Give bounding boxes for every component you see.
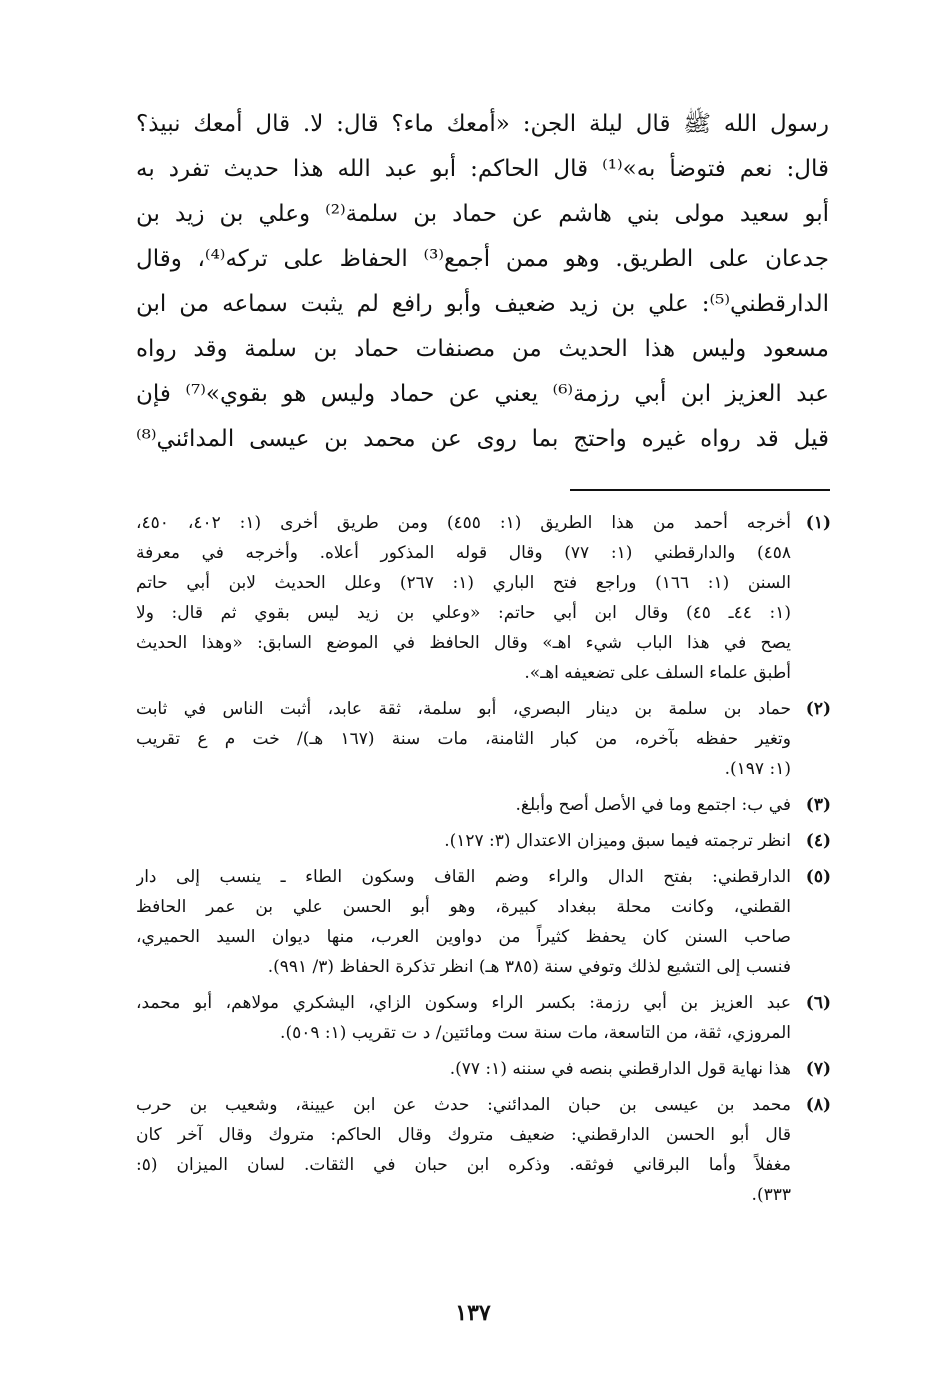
footnote-number: (٣) — [805, 795, 831, 815]
footnote-line: قال أبو الحسن الدارقطني: ضعيف متروك وقال الحاكم: متروك وقال آخر كان — [136, 1125, 791, 1145]
footnote-line: حماد بن سلمة بن دينار البصري، أبو سلمة، ثقة عابد، أثبت الناس في ثابت — [136, 699, 791, 719]
main-text-line: الدارقطني⁽⁵⁾: علي بن زيد ضعيف وأبو رافع لم يثبت سماعه من ابن — [136, 291, 829, 317]
footnote-line: فنسب إلى التشيع لذلك وتوفي سنة (٣٨٥ هـ) انظر تذكرة الحفاظ (٣/ ٩٩١). — [267, 957, 791, 977]
main-text-line: جدعان على الطريق. وهو ممن أجمع⁽³⁾ الحفاظ على تركه⁽⁴⁾، وقال — [136, 246, 829, 272]
footnote-body — [136, 508, 791, 688]
footnote-2 — [136, 694, 831, 784]
footnote-line: في ب: اجتمع وما في الأصل أصح وأبلغ. — [515, 795, 791, 815]
footnote-line: ٤٥٨) والدارقطني (١: ٧٧) وقال قوله المذكور أعلاه. وأخرجه في معرفة — [136, 543, 791, 563]
footnote-body — [136, 826, 791, 856]
footnote-number: (٨) — [805, 1095, 831, 1115]
footnote-line: أخرجه أحمد من هذا الطريق (١: ٤٥٥) ومن طريق أخرى (١: ٤٠٢، ٤٥٠، — [136, 513, 791, 533]
footnote-line: انظر ترجمته فيما سبق وميزان الاعتدال (٣: ١٢٧). — [444, 831, 791, 851]
main-text-line: عبد العزيز ابن أبي رزمة⁽⁶⁾ يعني عن حماد وليس هو بقوي»⁽⁷⁾ فإن — [136, 381, 829, 407]
footnote-number: (٤) — [805, 831, 831, 851]
footnote-8 — [136, 1090, 831, 1210]
main-text-line: مسعود وليس هذا الحديث من مصنفات حماد بن سلمة وقد رواه — [136, 336, 829, 362]
footnote-line: عبد العزيز بن أبي رزمة: بكسر الراء وسكون الزاي، اليشكري مولاهم، أبو محمد، — [136, 993, 791, 1013]
footnote-number: (٥) — [805, 867, 831, 887]
footnote-line: وتغير حفظه بآخره، من كبار الثامنة، مات سنة (١٦٧ هـ)/ خت م ع تقريب — [136, 729, 791, 749]
footnote-6 — [136, 988, 831, 1048]
footnote-number: (٧) — [805, 1059, 831, 1079]
footnote-line: هذا نهاية قول الدارقطني بنصه في سننه (١: ٧٧). — [449, 1059, 791, 1079]
footnote-7 — [136, 1054, 831, 1084]
footnote-line: ٣٣٣). — [751, 1185, 791, 1205]
footnote-line: يصح في هذا الباب شيء اهـ» وقال الحافظ في الموضع السابق: «وهذا الحديث — [136, 633, 791, 653]
footnote-number: (٦) — [805, 993, 831, 1013]
footnote-line: (١: ١٩٧). — [724, 759, 791, 779]
footnote-line: محمد بن عيسى بن حبان المدائني: حدث عن ابن عيينة، وشعيب بن حرب — [136, 1095, 791, 1115]
footnote-body — [136, 862, 791, 982]
footnote-line: صاحب السنن كان يحفظ كثيراً من دواوين العرب، منها ديوان السيد الحميري، — [136, 927, 791, 947]
main-text-line: رسول الله ﷺ قال ليلة الجن: «أمعك ماء؟ قال: لا. قال أمعك نبيذ؟ — [136, 111, 829, 137]
footnote-line: الدارقطني: بفتح الدال والراء وضم القاف وسكون الطاء ـ ينسب إلى دار — [136, 867, 791, 887]
footnote-4 — [136, 826, 831, 856]
footnote-body — [136, 790, 791, 820]
footnote-line: (١: ٤٤ـ ٤٥) وقال ابن أبي حاتم: «وعلي بن زيد ليس بقوي ثم قال: ولا — [136, 603, 791, 623]
footnote-number: (١) — [805, 513, 831, 533]
footnote-5 — [136, 862, 831, 982]
footnote-body — [136, 1054, 791, 1084]
footnote-line: المروزي، ثقة، من التاسعة، مات سنة ست ومائتين/ د ت تقريب (١: ٥٠٩). — [280, 1023, 791, 1043]
main-text — [136, 102, 829, 462]
main-text-line: قال: نعم فتوضأ به»⁽¹⁾ قال الحاكم: أبو عبد الله هذا حديث تفرد به — [136, 156, 829, 182]
footnote-body — [136, 1090, 791, 1210]
footnote-line: القطني، وكانت محلة ببغداد كبيرة، وهو أبو الحسن علي بن عمر الحافظ — [136, 897, 791, 917]
footnote-number: (٢) — [805, 699, 831, 719]
footnote-3 — [136, 790, 831, 820]
footnote-line: مغفلاً وأما البرقاني فوثقه. وذكره ابن حبان في الثقات. لسان الميزان (٥: — [136, 1155, 791, 1175]
footnote-line: السنن (١: ١٦٦) وراجع فتح الباري (١: ٢٦٧) وعلل الحديث لابن أبي حاتم — [136, 573, 791, 593]
main-text-line: أبو سعيد مولى بني هاشم عن حماد بن سلمة⁽²⁾ وعلي بن زيد بن — [136, 201, 829, 227]
main-text-line: قيل قد رواه غيره واحتج بما روى عن محمد بن عيسى المدائني⁽⁸⁾ — [136, 426, 829, 452]
footnote-1 — [136, 508, 831, 688]
footnote-separator — [570, 489, 830, 491]
page-number: ١٣٧ — [455, 1300, 491, 1326]
footnotes — [136, 508, 831, 1216]
footnote-body — [136, 694, 791, 784]
footnote-line: أطبق علماء السلف على تضعيفه اهـ». — [524, 663, 791, 683]
footnote-body — [136, 988, 791, 1048]
